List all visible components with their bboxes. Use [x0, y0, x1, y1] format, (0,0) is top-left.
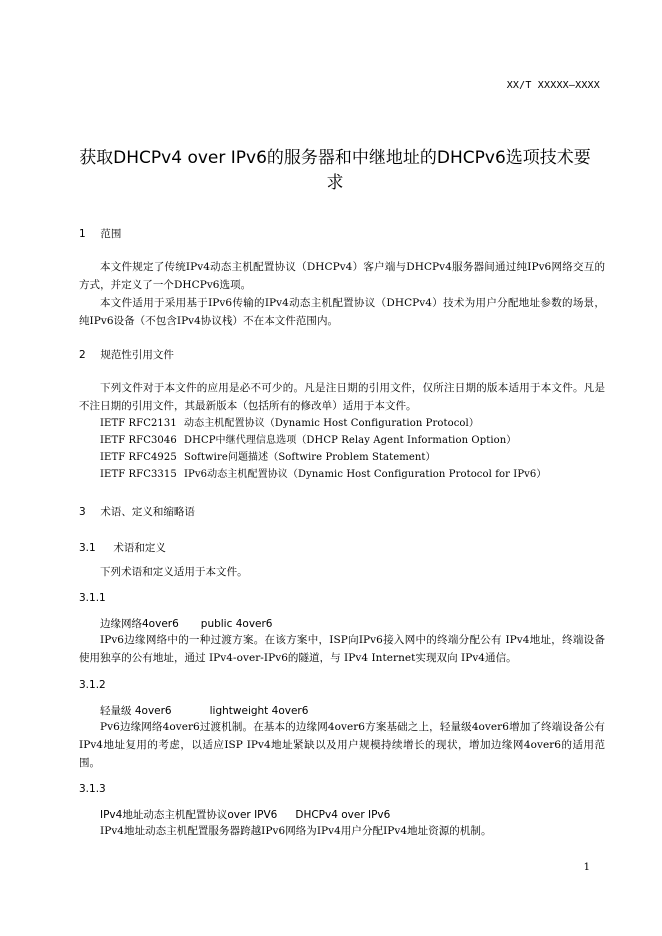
section-number: 3.1 [79, 542, 96, 554]
reference-item [100, 415, 479, 433]
reference-code: IETF RFC3046 [100, 435, 177, 446]
reference-code: IETF RFC2131 [100, 418, 177, 429]
term-definition: IPv4地址动态主机配置服务器跨越IPv6网络为IPv4用户分配IPv4地址资源的机制。 [100, 825, 492, 837]
section-title: 范围 [100, 228, 122, 240]
term-number: 3.1.1 [79, 592, 106, 604]
reference-item [100, 449, 436, 467]
section-1-heading [79, 226, 121, 241]
term-heading [100, 807, 390, 822]
section-3-1-heading [79, 540, 166, 555]
term-english: lightweight 4over6 [209, 705, 309, 717]
scope-paragraph-2: 本文件适用于采用基于IPv6传输的IPv4动态主机配置协议（DHCPv4）技术为用户分配地址参数的场景，纯IPv6设备（不包含IPv4协议栈）不在本文件范围内。 [79, 297, 605, 327]
section-number: 2 [79, 349, 86, 361]
reference-title: IPv6动态主机配置协议（Dynamic Host Configuration Protocol for IPv6） [184, 469, 547, 480]
terms-intro-paragraph: 下列术语和定义适用于本文件。 [100, 566, 248, 578]
title-line-2: 求 [326, 173, 344, 193]
section-title: 术语和定义 [113, 542, 166, 554]
term-heading [100, 616, 273, 631]
normative-refs-paragraph: 下列文件对于本文件的应用是必不可少的。凡是注日期的引用文件，仅所注日期的版本适用于本文件。凡是不注日期的引用文件，其最新版本（包括所有的修改单）适用于本文件。 [79, 382, 605, 412]
reference-code: IETF RFC4925 [100, 452, 177, 463]
document-code: XX/T XXXXX—XXXX [506, 80, 600, 91]
reference-code: IETF RFC3315 [100, 469, 177, 480]
term-number: 3.1.2 [79, 679, 106, 691]
page-title [70, 146, 600, 196]
term-english: DHCPv4 over IPv6 [295, 809, 391, 821]
term-definition: IPv6边缘网络中的一种过渡方案。在该方案中，ISP向IPv6接入网中的终端分配公有 IPv4地址，终端设备使用独享的公有地址，通过 IPv4-over-IPv6的隧道，与 IPv4 Internet实现双向 IPv4通信。 [79, 634, 605, 664]
term-definition: Pv6边缘网络4over6过渡机制。在基本的边缘网4over6方案基础之上，轻量级4over6增加了终端设备公有IPv4地址复用的考虑，以适应ISP IPv4地址紧缺以及用户规模持续增长的现状，增加边缘网4over6的适用范围。 [79, 721, 605, 769]
reference-title: Softwire问题描述（Softwire Problem Statement） [184, 452, 436, 463]
section-title: 术语、定义和缩略语 [100, 506, 195, 518]
section-number: 1 [79, 228, 86, 240]
term-chinese: 边缘网络4over6 [100, 618, 179, 630]
section-2-heading [79, 347, 174, 362]
term-chinese: IPv4地址动态主机配置协议over IPV6 [100, 809, 278, 821]
term-english: public 4over6 [200, 618, 273, 630]
reference-title: 动态主机配置协议（Dynamic Host Configuration Protocol） [184, 418, 479, 429]
reference-item [100, 432, 516, 450]
term-chinese: 轻量级 4over6 [100, 705, 172, 717]
title-line-1: 获取DHCPv4 over IPv6的服务器和中继地址的DHCPv6选项技术要 [79, 148, 591, 168]
term-number: 3.1.3 [79, 783, 106, 795]
section-title: 规范性引用文件 [100, 349, 174, 361]
section-3-heading [79, 504, 195, 519]
reference-title: DHCP中继代理信息选项（DHCP Relay Agent Information Option） [184, 435, 517, 446]
reference-item [100, 466, 546, 484]
term-heading [100, 703, 308, 718]
section-number: 3 [79, 506, 86, 518]
page-number: 1 [583, 862, 590, 873]
scope-paragraph-1: 本文件规定了传统IPv4动态主机配置协议（DHCPv4）客户端与DHCPv4服务器间通过纯IPv6网络交互的方式，并定义了一个DHCPv6选项。 [79, 261, 605, 291]
